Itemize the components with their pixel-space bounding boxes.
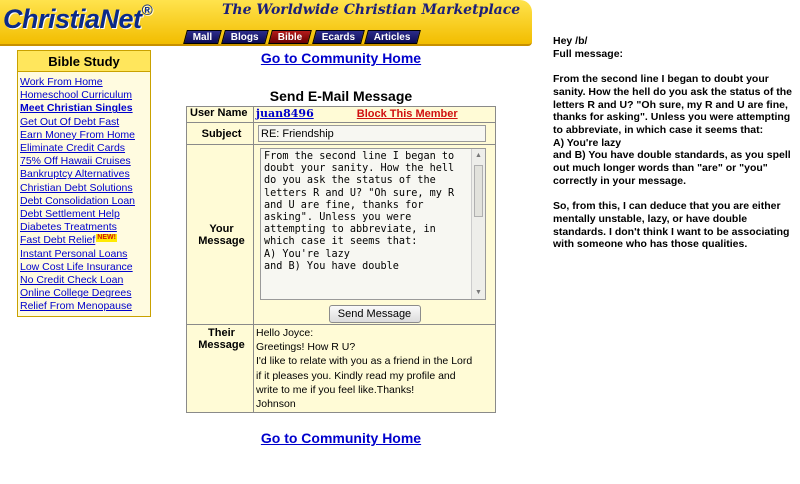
sidebar-link[interactable] <box>20 129 148 142</box>
sidebar-link-label: Homeschool Curriculum <box>20 89 133 102</box>
email-form-table <box>186 106 496 413</box>
nav-tab-blogs[interactable]: Blogs <box>222 30 270 44</box>
sidebar-link[interactable] <box>20 234 148 247</box>
site-tagline: The Worldwide Christian Marketplace <box>222 2 521 18</box>
sidebar-link-label: Eliminate Credit Cards <box>20 142 126 155</box>
new-badge: NEW! <box>97 234 116 242</box>
commentary-paragraph-2: So, from this, I can deduce that you are either mentally unstable, lazy, or have double standards. I don't think I want to be associating with someone who has those qualities. <box>553 200 790 251</box>
sidebar-link[interactable] <box>20 116 148 129</box>
their-message-label: Their Message <box>187 325 254 413</box>
sidebar-link-label: Low Cost Life Insurance <box>20 260 133 273</box>
their-message-cell <box>254 325 496 413</box>
main-nav <box>185 30 505 44</box>
sidebar-link[interactable] <box>20 208 148 221</box>
sidebar-link-label: Instant Personal Loans <box>20 247 128 260</box>
sidebar-link[interactable] <box>20 261 148 274</box>
community-home-link-bottom[interactable]: Go to Community Home <box>260 430 422 446</box>
sidebar-link-label: Diabetes Treatments <box>20 221 117 234</box>
reply-commentary <box>553 35 798 264</box>
nav-tab-articles[interactable]: Articles <box>364 30 420 44</box>
subject-cell <box>254 123 496 145</box>
sidebar-link-label: Earn Money From Home <box>20 128 135 141</box>
sidebar-link[interactable] <box>20 102 148 115</box>
user-name-link[interactable]: juan8496 <box>256 107 314 120</box>
sidebar-link-label: Get Out Of Debt Fast <box>20 115 120 128</box>
scroll-up-icon[interactable]: ▲ <box>475 152 482 159</box>
sidebar-link[interactable] <box>20 142 148 155</box>
sidebar-link-label: Christian Debt Solutions <box>20 181 133 194</box>
sidebar-link[interactable] <box>20 221 148 234</box>
sidebar-link-label: Relief From Menopause <box>20 300 133 313</box>
commentary-paragraph-1: From the second line I began to doubt your sanity. How the hell do you ask the status of the letters R and U? "Oh sure, my R and U are fine, thanks for asking". Unless you were attempting to abbreviate, in which case it seems that: <box>553 73 793 136</box>
nav-tab-mall[interactable]: Mall <box>183 30 222 44</box>
nav-tab-ecards[interactable]: Ecards <box>312 30 365 44</box>
block-member-link[interactable]: Block This Member <box>356 108 458 120</box>
subject-label: Subject <box>187 123 254 145</box>
sidebar-link[interactable] <box>20 274 148 287</box>
commentary-point-a: A) You're lazy <box>553 136 622 149</box>
your-message-cell <box>254 145 496 325</box>
sidebar-link[interactable] <box>20 168 148 181</box>
message-text[interactable]: From the second line I began to doubt your sanity. How the hell do you ask the status of the letters R and U? "Oh sure, my R and U are fine, thanks for asking". Unless you were attempting to abbreviate, in which case it seems that: A) You're lazy and B) You have double <box>264 151 455 272</box>
sidebar-links <box>18 72 150 316</box>
sidebar-link-label: Fast Debt Relief <box>20 234 96 247</box>
nav-tab-bible[interactable]: Bible <box>268 30 312 44</box>
sidebar-link-label: Bankruptcy Alternatives <box>20 168 130 181</box>
sidebar-link[interactable] <box>20 300 148 313</box>
sidebar-link-label: Debt Consolidation Loan <box>20 194 135 207</box>
sidebar-link-label: 75% Off Hawaii Cruises <box>20 155 131 168</box>
form-title: Send E-Mail Message <box>269 88 413 104</box>
scroll-thumb[interactable] <box>474 165 483 217</box>
sidebar-link[interactable] <box>20 248 148 261</box>
sidebar-link[interactable] <box>20 89 148 102</box>
their-message-text: Hello Joyce: Greetings! How R U? I'd like to relate with you as a friend in the Lord if it pleases you. Kindly read my profile and write to me if you feel like.Thanks! Johnson <box>256 327 473 411</box>
your-message-label: Your Message <box>187 145 254 325</box>
subject-field[interactable] <box>258 125 486 142</box>
site-header <box>0 0 532 46</box>
sidebar-link-label: Debt Settlement Help <box>20 208 120 221</box>
scroll-down-icon[interactable]: ▼ <box>475 289 482 296</box>
sidebar-link[interactable] <box>20 182 148 195</box>
greeting-text: Hey /b/ <box>553 35 588 47</box>
sidebar-link-label: Online College Degrees <box>20 287 132 300</box>
user-name-label: User Name <box>187 107 254 123</box>
message-textarea[interactable] <box>260 148 486 300</box>
sidebar-title: Bible Study <box>18 51 150 72</box>
community-home-link-top[interactable]: Go to Community Home <box>260 50 422 66</box>
intro-text: Full message: <box>553 47 624 60</box>
sidebar-link-label: Work From Home <box>20 76 103 88</box>
message-scrollbar[interactable] <box>471 149 485 299</box>
sidebar <box>17 50 151 317</box>
site-logo[interactable]: ChristiaNet® <box>3 2 153 34</box>
sidebar-link[interactable] <box>20 155 148 168</box>
sidebar-link[interactable] <box>20 195 148 208</box>
sidebar-link-label: Meet Christian Singles <box>20 102 133 115</box>
commentary-point-b: and B) You have double standards, as you spell out much longer words than "are" or "you" correctly in your message. <box>553 149 791 187</box>
sidebar-link-label: No Credit Check Loan <box>20 274 124 287</box>
sidebar-link[interactable] <box>20 76 148 89</box>
send-message-button[interactable]: Send Message <box>329 305 421 323</box>
sidebar-link[interactable] <box>20 287 148 300</box>
user-name-cell <box>254 107 496 123</box>
